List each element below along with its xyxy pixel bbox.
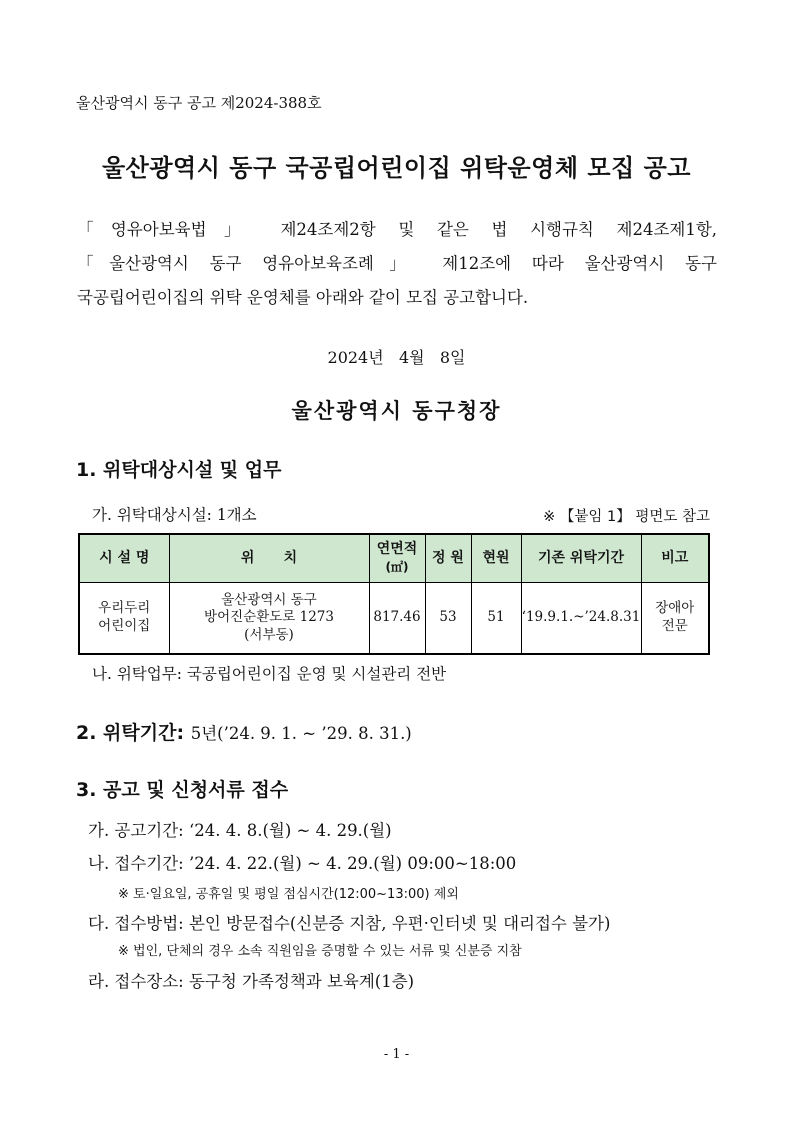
issuer-name: 울산광역시 동구청장 xyxy=(291,399,502,423)
notice-number: 울산광역시 동구 공고 제2024-388호 xyxy=(76,94,322,112)
section-2-heading xyxy=(76,718,412,745)
remarks-line-2: 전문 xyxy=(661,618,688,634)
table-row xyxy=(79,583,709,655)
notice-period: 가. 공고기간: ‘24. 4. 8.(월) ~ 4. 29.(월) xyxy=(88,821,392,840)
application-period: 나. 접수기간: ’24. 4. 22.(월) ~ 4. 29.(월) 09:00~18:00 xyxy=(88,854,517,873)
header-floor-area-unit: (㎡) xyxy=(385,559,409,574)
facility-name-line-2: 어린이집 xyxy=(98,618,151,634)
cell-remarks xyxy=(641,583,709,655)
section-2-label: 2. 위탁기간: xyxy=(76,722,185,744)
notice-date: 2024년 4월 8일 xyxy=(327,348,466,367)
page-number: - 1 - xyxy=(383,1047,410,1062)
header-capacity: 정 원 xyxy=(425,534,471,583)
facility-name-line-1: 우리두리 xyxy=(98,600,151,617)
section-1-target-facility: 가. 위탁대상시설: 1개소 xyxy=(92,506,257,524)
intro-line-2: 「울산광역시 동구 영유아보육조례」 제12조에 따라 울산광역시 동구 xyxy=(77,254,717,273)
section-3-heading: 3. 공고 및 신청서류 접수 xyxy=(76,779,289,801)
header-current: 현원 xyxy=(471,534,521,583)
header-location: 위 치 xyxy=(169,534,369,583)
application-period-note: ※ 토·일요일, 공휴일 및 평일 점심시간(12:00~13:00) 제외 xyxy=(118,887,459,902)
header-floor-area-label: 연면적 xyxy=(376,541,418,557)
location-line-2: 방어진순환도로 1273 xyxy=(204,609,334,626)
application-method: 다. 접수방법: 본인 방문접수(신분증 지참, 우편·인터넷 및 대리접수 불가) xyxy=(88,914,611,933)
remarks-line-1: 장애아 xyxy=(655,600,695,617)
intro-line-1: 「영유아보육법」 제24조제2항 및 같은 법 시행규칙 제24조제1항, xyxy=(77,220,717,239)
header-contract-period: 기존 위탁기간 xyxy=(521,534,641,583)
section-2-period: 5년(’24. 9. 1. ~ ’29. 8. 31.) xyxy=(190,724,412,743)
facility-table xyxy=(78,533,710,655)
application-location: 라. 접수장소: 동구청 가족정책과 보육계(1층) xyxy=(88,972,415,991)
header-floor-area xyxy=(369,534,425,583)
cell-location xyxy=(169,583,369,655)
location-line-1: 울산광역시 동구 xyxy=(221,591,317,608)
cell-current: 51 xyxy=(471,583,521,655)
cell-facility-name xyxy=(79,583,169,655)
table-header-row xyxy=(79,534,709,583)
location-line-3: (서부동) xyxy=(244,626,294,643)
application-method-note: ※ 법인, 단체의 경우 소속 직원임을 증명할 수 있는 서류 및 신분증 지참 xyxy=(118,944,522,959)
cell-floor-area: 817.46 xyxy=(369,583,425,655)
cell-capacity: 53 xyxy=(425,583,471,655)
intro-line-3: 국공립어린이집의 위탁 운영체를 아래와 같이 모집 공고합니다. xyxy=(77,288,529,307)
section-1-entrusted-work: 나. 위탁업무: 국공립어린이집 운영 및 시설관리 전반 xyxy=(92,665,447,683)
cell-contract-period: ‘19.9.1.~’24.8.31 xyxy=(521,583,641,655)
header-facility-name: 시 설 명 xyxy=(79,534,169,583)
document-title: 울산광역시 동구 국공립어린이집 위탁운영체 모집 공고 xyxy=(101,154,691,182)
section-1-heading: 1. 위탁대상시설 및 업무 xyxy=(76,459,282,481)
header-remarks: 비고 xyxy=(641,534,709,583)
attachment-reference-note: ※ 【붙임 1】 평면도 참고 xyxy=(543,509,710,525)
